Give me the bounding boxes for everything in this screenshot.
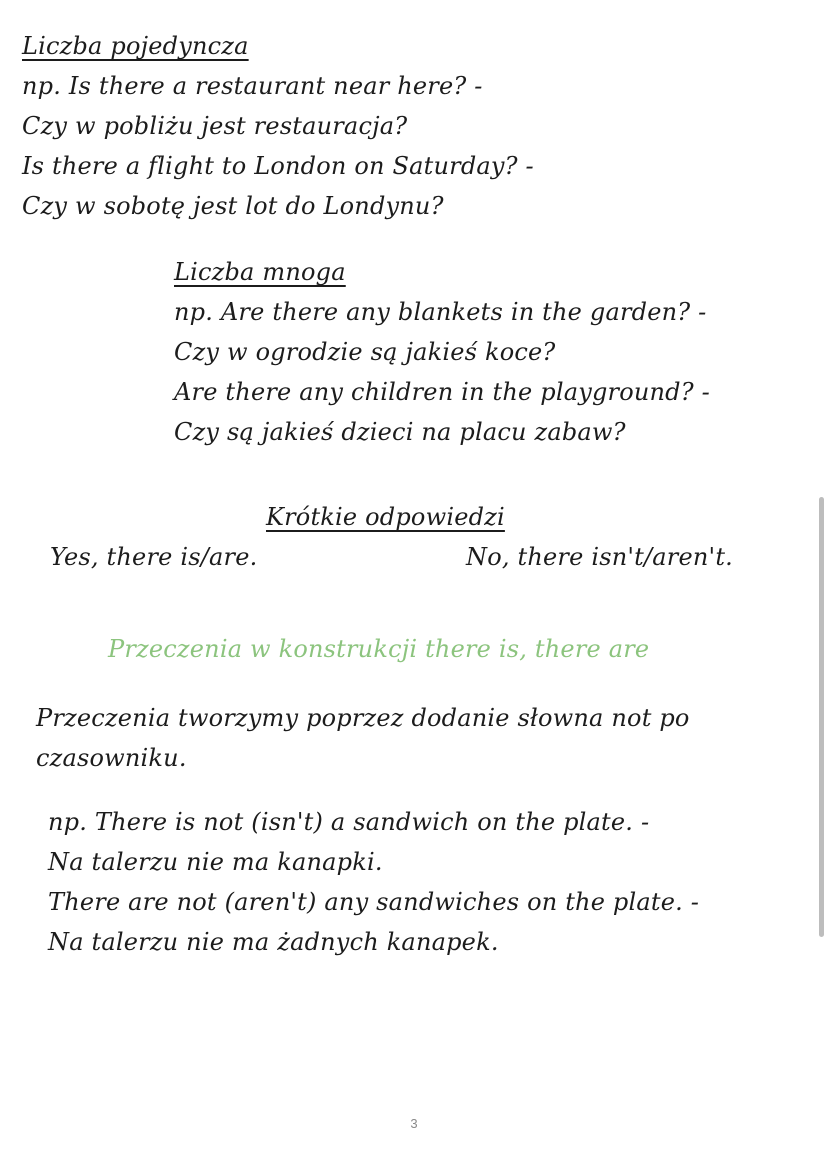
plural-line-2: Czy w ogrodzie są jakieś koce? xyxy=(174,338,556,366)
short-answers-heading: Krótkie odpowiedzi xyxy=(266,503,505,531)
singular-line-3: Is there a flight to London on Saturday? - xyxy=(22,152,534,180)
singular-section xyxy=(22,26,534,226)
singular-line-2: Czy w pobliżu jest restauracja? xyxy=(22,112,408,140)
plural-line-4: Czy są jakieś dzieci na placu zabaw? xyxy=(174,418,626,446)
negation-intro xyxy=(36,698,690,778)
negation-intro-line-2: czasowniku. xyxy=(36,744,187,772)
scrollbar-thumb[interactable] xyxy=(819,497,824,937)
negation-example-line-1: np. There is not (isn't) a sandwich on the plate. - xyxy=(48,808,650,836)
plural-line-1: np. Are there any blankets in the garden? - xyxy=(174,298,707,326)
negation-example-line-2: Na talerzu nie ma kanapki. xyxy=(48,848,383,876)
negation-intro-line-1: Przeczenia tworzymy poprzez dodanie słowna not po xyxy=(36,704,690,732)
negation-example-line-4: Na talerzu nie ma żadnych kanapek. xyxy=(48,928,499,956)
negation-examples xyxy=(48,802,699,962)
plural-section xyxy=(174,252,710,452)
short-answer-no: No, there isn't/aren't. xyxy=(466,543,734,571)
plural-heading: Liczba mnoga xyxy=(174,258,346,286)
singular-heading: Liczba pojedyncza xyxy=(22,32,249,60)
singular-line-4: Czy w sobotę jest lot do Londynu? xyxy=(22,192,444,220)
singular-line-1: np. Is there a restaurant near here? - xyxy=(22,72,483,100)
negation-section-title: Przeczenia w konstrukcji there is, there are xyxy=(108,635,650,663)
short-answer-yes: Yes, there is/are. xyxy=(50,543,258,571)
page-number: 3 xyxy=(410,1116,418,1131)
negation-example-line-3: There are not (aren't) any sandwiches on the plate. - xyxy=(48,888,700,916)
plural-line-3: Are there any children in the playground? - xyxy=(174,378,710,406)
